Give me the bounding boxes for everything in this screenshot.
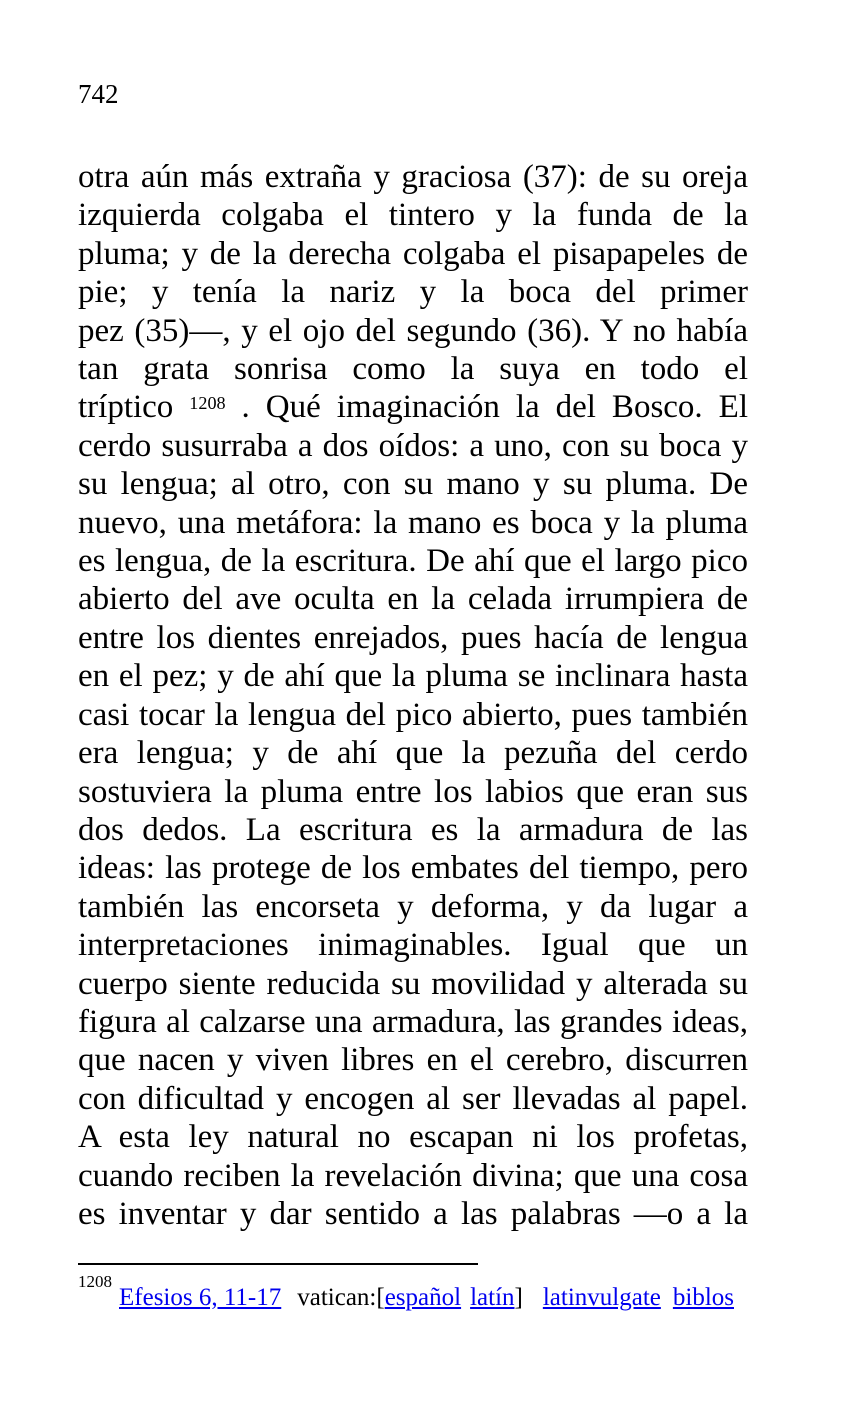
text-line: en el pez; y de ahí que la pluma se inclinara hasta xyxy=(78,658,748,695)
page-number: 742 xyxy=(78,79,119,109)
body-text xyxy=(78,158,748,1233)
text-line: casi tocar la lengua del pico abierto, pues también xyxy=(78,696,748,733)
text-line: ideas: las protege de los embates del tiempo, pero xyxy=(78,850,748,887)
text-line: figura al calzarse una armadura, las grandes ideas, xyxy=(78,1003,748,1040)
text-line: dos dedos. La escritura es la armadura de las xyxy=(78,811,748,848)
text-line: con dificultad y encogen al ser llevadas al papel. xyxy=(78,1080,748,1117)
text-line: A esta ley natural no escapan ni los profetas, xyxy=(78,1119,748,1156)
text-line: es inventar y dar sentido a las palabras —o a la xyxy=(78,1195,748,1232)
text-line: pie; y tenía la nariz y la boca del primer xyxy=(78,274,748,311)
text-line xyxy=(78,388,748,426)
text-line: pluma; y de la derecha colgaba el pisapapeles de xyxy=(78,235,748,272)
text-line: entre los dientes enrejados, pues hacía de lengua xyxy=(78,619,748,656)
text-line: nuevo, una metáfora: la mano es boca y la pluma xyxy=(78,504,748,541)
text-line: interpretaciones inimaginables. Igual que un xyxy=(78,927,748,964)
text-line: otra aún más extraña y graciosa (37): de su oreja xyxy=(78,159,748,195)
text-line: abierto del ave oculta en la celada irrumpiera de xyxy=(78,581,748,618)
footnote-bracket-close: ] xyxy=(514,1284,523,1311)
text-line: tan grata sonrisa como la suya en todo el xyxy=(78,351,748,388)
footnote-link-biblos[interactable]: biblos xyxy=(672,1284,734,1311)
text-line: su lengua; al otro, con su mano y su pluma. De xyxy=(78,466,748,503)
footnote-link-latinvulgate[interactable]: latinvulgate xyxy=(542,1284,661,1311)
text-line: también las encorseta y deforma, y da lugar a xyxy=(78,888,748,925)
text-line: era lengua; y de ahí que la pezuña del cerdo xyxy=(78,735,748,772)
text-segment: tríptico xyxy=(78,389,190,426)
footnote-link-espanol[interactable]: español xyxy=(384,1284,462,1311)
footnote-link-efesios[interactable]: Efesios 6, 11-17 xyxy=(119,1284,282,1311)
text-line: cuerpo siente reducida su movilidad y alterada su xyxy=(78,965,748,1002)
text-line: que nacen y viven libres en el cerebro, discurren xyxy=(78,1042,748,1079)
footnote-reference-superscript: 1208 xyxy=(189,393,226,414)
footnote-link-latin[interactable]: latín xyxy=(470,1284,515,1311)
footnote xyxy=(78,1271,798,1315)
text-segment: . Qué imaginación la del Bosco. El xyxy=(225,389,748,426)
text-line: sostuviera la pluma entre los labios que eran sus xyxy=(78,773,748,810)
text-line: es lengua, de la escritura. De ahí que el largo pico xyxy=(78,543,748,580)
footnote-vatican-prefix: vatican:[ xyxy=(297,1284,385,1311)
footnote-marker: 1208 xyxy=(78,1271,112,1291)
text-line: cerdo susurraba a dos oídos: a uno, con su boca y xyxy=(78,427,748,464)
text-line: izquierda colgaba el tintero y la funda de la xyxy=(78,197,748,234)
text-line: cuando reciben la revelación divina; que una cosa xyxy=(78,1157,748,1194)
text-line: pez (35)—, y el ojo del segundo (36). Y no había xyxy=(78,312,748,349)
footnote-separator xyxy=(78,1263,478,1265)
